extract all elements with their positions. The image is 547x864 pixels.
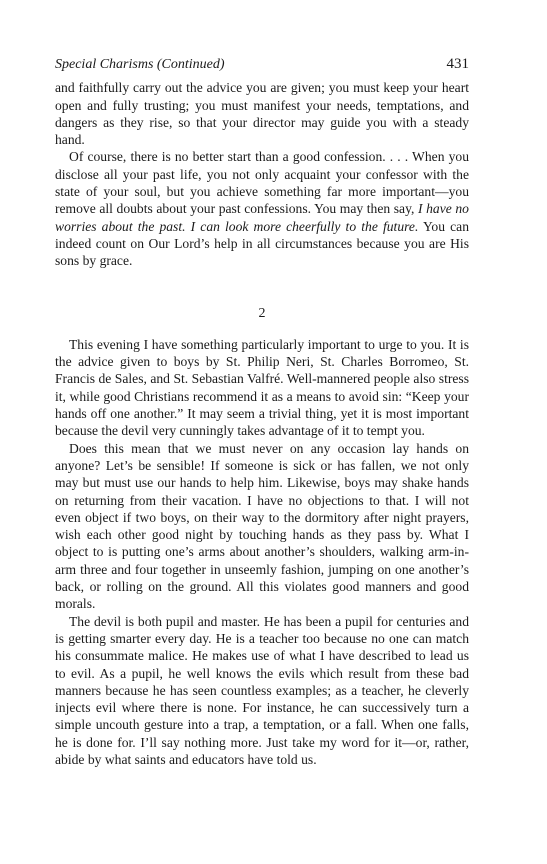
confession-text-end: You can indeed count on Our Lord’s help in all circumstances because you are His sons by grace.: [55, 218, 469, 269]
paragraph-continued: and faithfully carry out the advice you are given; you must keep your heart open and fully trusting; you must manifest your needs, temptations, and dangers as they rise, so that your director may guide you with a steady hand.: [55, 80, 469, 148]
confession-italic-quote: I have no worries about the past. I can look more cheerfully to the future.: [55, 201, 469, 234]
paragraph-devil: The devil is both pupil and master. He has been a pupil for centuries and is getting smarter every day. He is a teacher too because no one can match his consummate malice. He makes use of what I have described to lead us to evil. As a pupil, he well knows the evils which result from these bad manners because he has seen countless examples; as a teacher, he cleverly injects evil where there is none. For instance, he can successively turn a simple uncouth gesture into a trap, a temptation, or a fall. When one falls, he is done for. I’ll say nothing more. Just take my word for it—or, rather, abide by what saints and educators have told us.: [55, 613, 469, 767]
section-number: 2: [258, 305, 266, 321]
running-head: Special Charisms (Continued): [55, 57, 225, 72]
book-page: [55, 56, 469, 768]
paragraph-hands: Does this mean that we must never on any occasion lay hands on anyone? Let’s be sensible! If someone is sick or has fallen, we not only may but must use our hands to help him. Likewise, boys may shake hands on returning from their vacation. I have no objections to that. I will not even object if two boys, on their way to the dormitory after night prayers, wish each other good night by touching hands as they pass by. What I object to is putting one’s arms about another’s shoulders, walking arm-in-arm three and four together in unseemly fashion, jumping on one another’s back, or rolling on the ground. All this violates good manners and good morals.: [55, 440, 469, 612]
page-header: [55, 56, 469, 73]
paragraph-advice: This evening I have something particularly important to urge to you. It is the advice given to boys by St. Philip Neri, St. Charles Borromeo, St. Francis de Sales, and St. Sebastian Valfré. Well-mannered people also stress it, while good Christians recommend it as a means to avoid sin: “Keep your hands off one another.” It may seem a trivial thing, yet it is most important because the devil very cunningly takes advantage of it to tempt you.: [55, 336, 469, 439]
paragraph-confession: [55, 148, 469, 269]
page-number: 431: [446, 56, 469, 72]
confession-text-start: Of course, there is no better start than a good confession. . . . When you disclose all your past life, you not only acquaint your confessor with the state of your soul, but you achieve something far more important—you remove all doubts about your past confessions. You may then say,: [55, 149, 469, 217]
